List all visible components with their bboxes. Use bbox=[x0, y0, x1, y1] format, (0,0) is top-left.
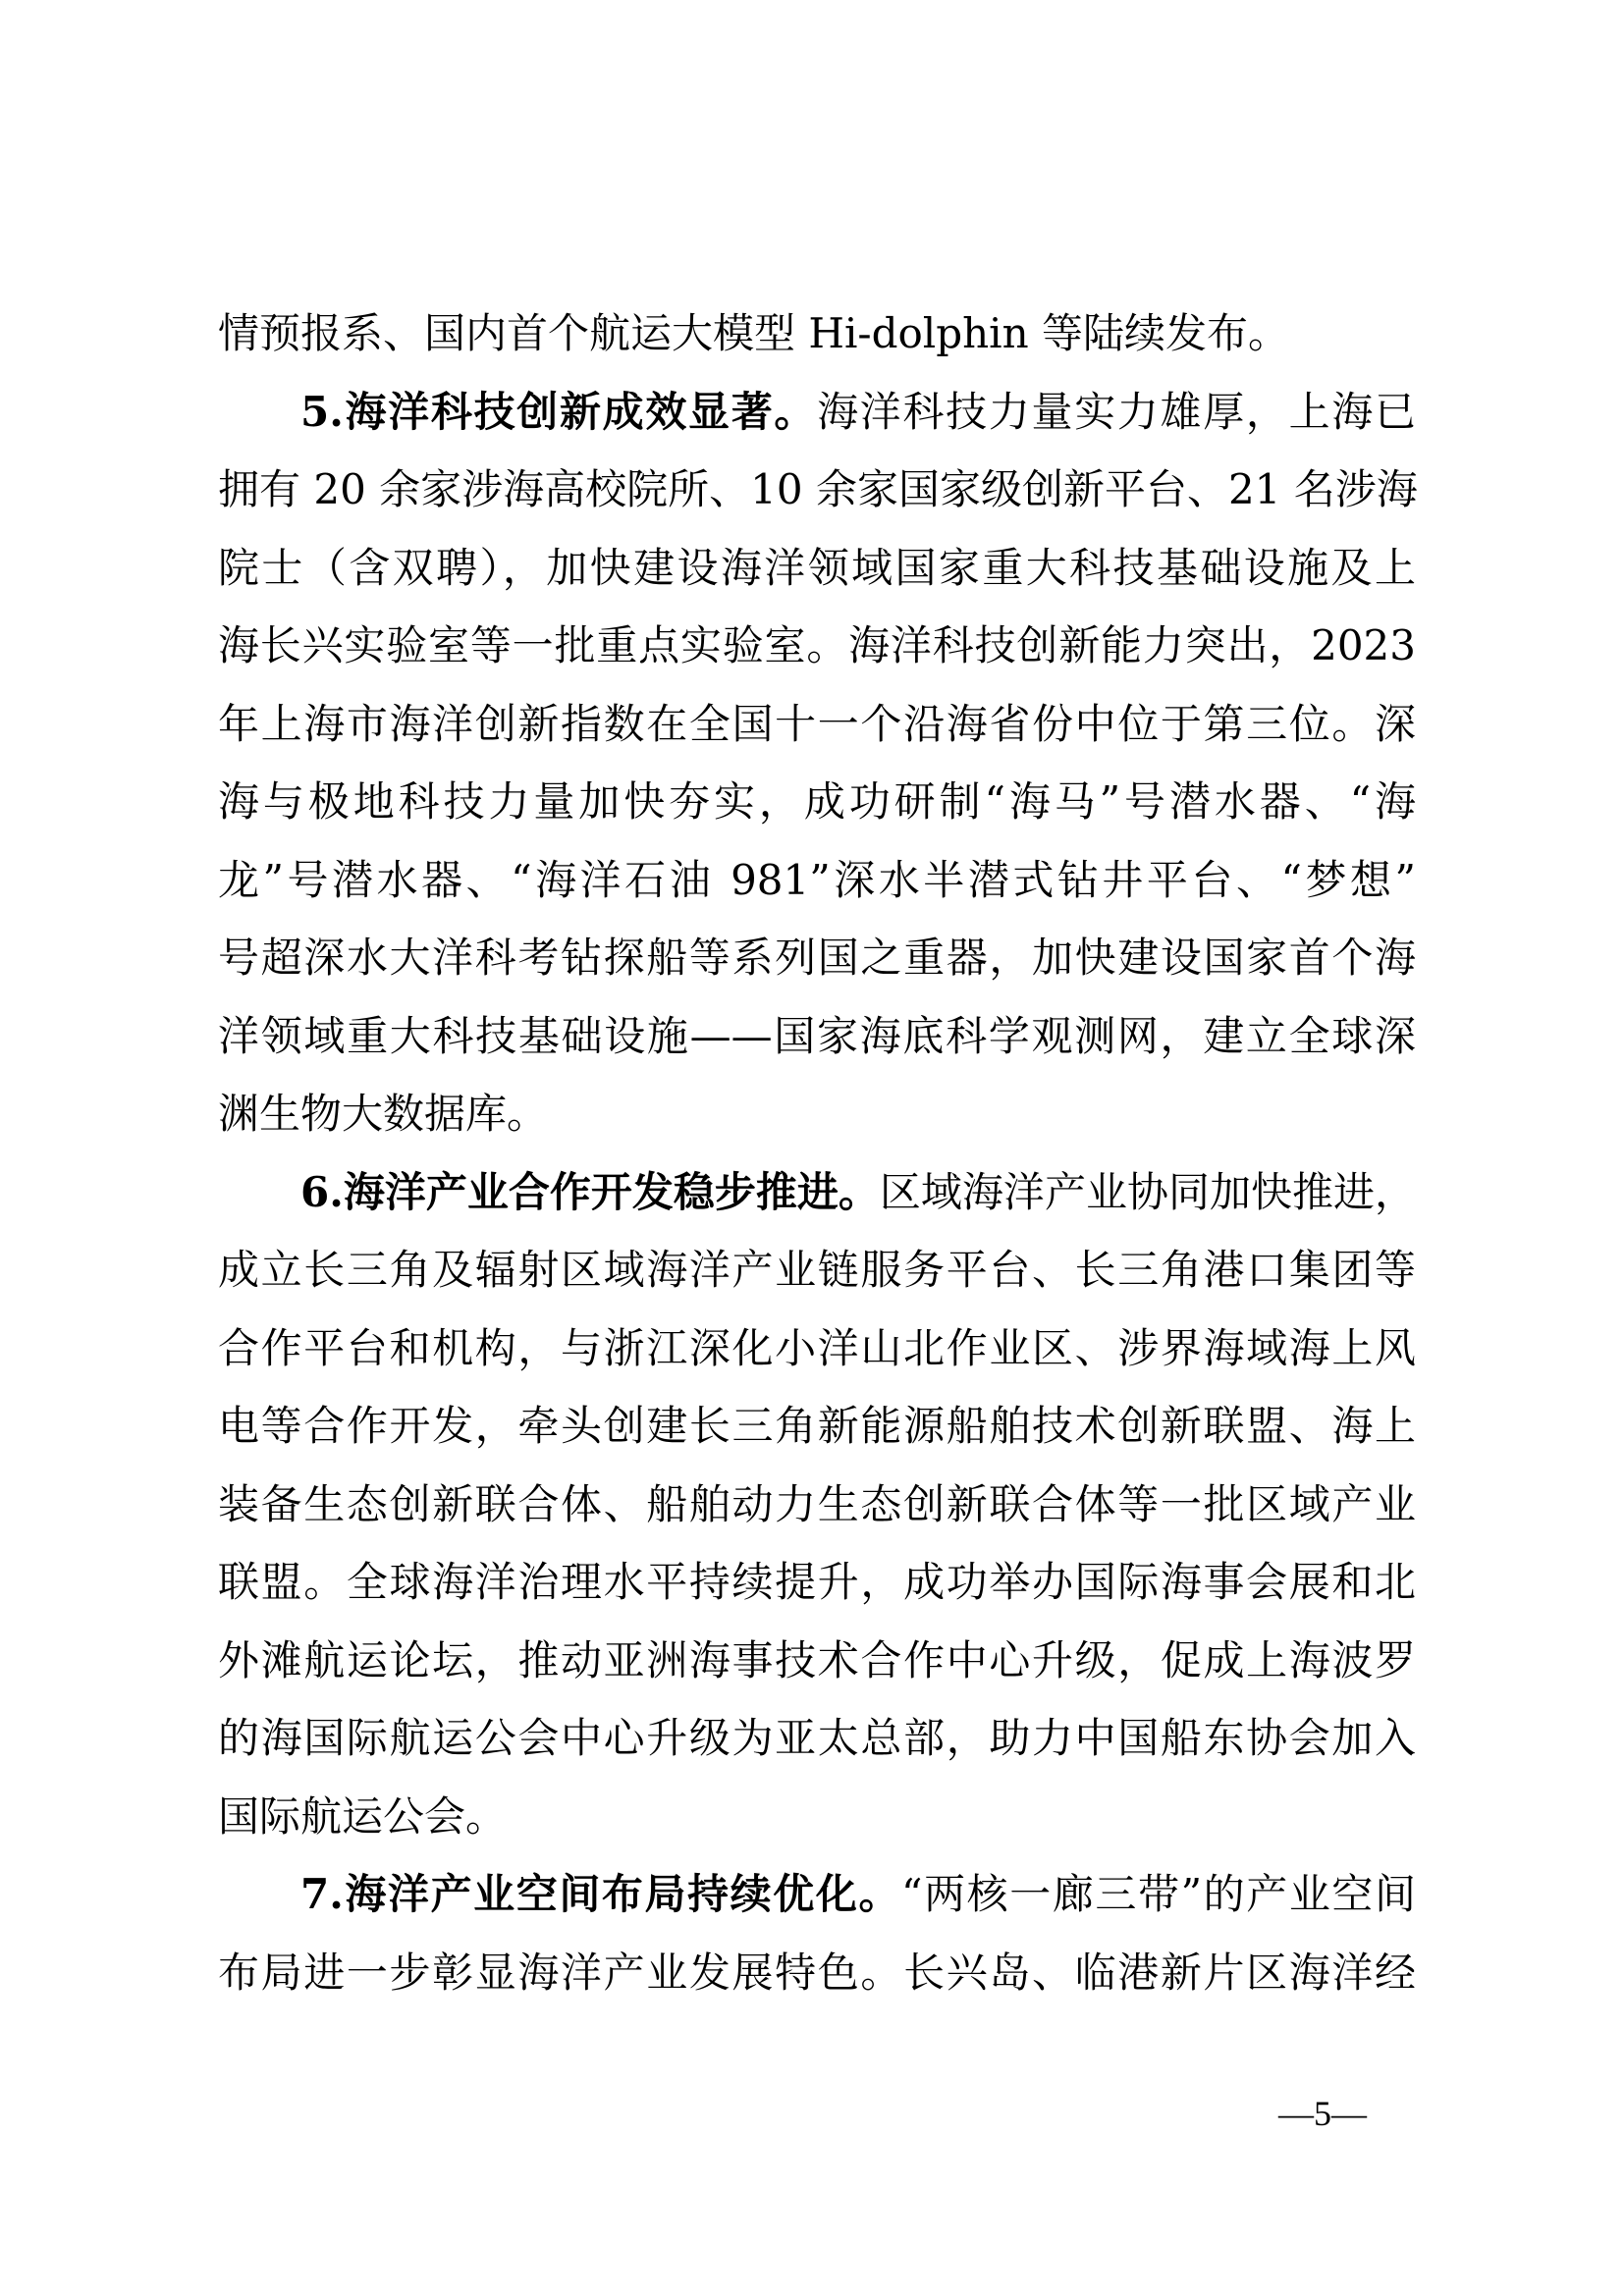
line-text: 拥有 20 余家涉海高校院所、10 余家国家级创新平台、21 名涉海 bbox=[218, 465, 1418, 513]
line-text: “两核一廊三带”的产业空间 bbox=[901, 1870, 1416, 1918]
line-text: 年上海市海洋创新指数在全国十一个沿海省份中位于第三位。深 bbox=[218, 699, 1416, 748]
section-heading: 5.海洋科技创新成效显著。 bbox=[300, 387, 818, 436]
text-line bbox=[218, 1699, 1416, 1778]
text-line bbox=[218, 1075, 1416, 1153]
text-line bbox=[218, 1934, 1416, 2012]
line-text: 电等合作开发，牵头创建长三角新能源船舶技术创新联盟、海上 bbox=[218, 1402, 1416, 1450]
line-text: 情预报系、国内首个航运大模型 Hi-dolphin 等陆续发布。 bbox=[218, 309, 1289, 357]
text-line bbox=[218, 1778, 1416, 1856]
line-text: 布局进一步彰显海洋产业发展特色。长兴岛、临港新片区海洋经 bbox=[218, 1948, 1416, 1997]
page-number: —5— bbox=[1278, 2094, 1367, 2133]
text-line bbox=[218, 1543, 1416, 1622]
text-line bbox=[218, 1387, 1416, 1466]
text-line bbox=[218, 529, 1416, 608]
text-line bbox=[218, 607, 1416, 685]
line-text: 装备生态创新联合体、船舶动力生态创新联合体等一批区域产业 bbox=[218, 1479, 1416, 1528]
text-line bbox=[218, 685, 1416, 764]
line-text: 成立长三角及辐射区域海洋产业链服务平台、长三角港口集团等 bbox=[218, 1246, 1416, 1294]
text-line bbox=[218, 451, 1416, 529]
text-line bbox=[218, 1231, 1416, 1309]
text-line bbox=[218, 1466, 1416, 1544]
document-body bbox=[218, 294, 1416, 2011]
text-line bbox=[218, 841, 1416, 920]
line-text: 合作平台和机构，与浙江深化小洋山北作业区、涉界海域海上风 bbox=[218, 1323, 1416, 1372]
line-text: 国际航运公会。 bbox=[218, 1791, 508, 1841]
line-text: 海与极地科技力量加快夯实，成功研制“海马”号潜水器、“海 bbox=[218, 777, 1416, 826]
text-line bbox=[218, 1309, 1416, 1388]
line-text: 龙”号潜水器、“海洋石油 981”深水半潜式钻井平台、“梦想” bbox=[218, 855, 1416, 904]
line-text: 区域海洋产业协同加快推进， bbox=[879, 1167, 1416, 1216]
line-text: 院士（含双聘），加快建设海洋领域国家重大科技基础设施及上 bbox=[218, 543, 1416, 592]
line-text: 的海国际航运公会中心升级为亚太总部，助力中国船东协会加入 bbox=[218, 1714, 1416, 1762]
text-line bbox=[218, 763, 1416, 841]
line-text: 号超深水大洋科考钻探船等系列国之重器，加快建设国家首个海 bbox=[218, 934, 1416, 982]
text-line bbox=[218, 997, 1416, 1076]
section-heading: 7.海洋产业空间布局持续优化。 bbox=[300, 1870, 902, 1918]
line-text: 联盟。全球海洋治理水平持续提升，成功举办国际海事会展和北 bbox=[218, 1558, 1416, 1606]
text-line bbox=[218, 294, 1416, 373]
text-line bbox=[218, 1855, 1416, 1934]
line-text: 海洋科技力量实力雄厚，上海已 bbox=[817, 387, 1416, 436]
line-text: 海长兴实验室等一批重点实验室。海洋科技创新能力突出，2023 bbox=[218, 621, 1416, 669]
text-line bbox=[218, 373, 1416, 452]
text-line bbox=[218, 1153, 1416, 1232]
text-line bbox=[218, 919, 1416, 997]
line-text: 外滩航运论坛，推动亚洲海事技术合作中心升级，促成上海波罗 bbox=[218, 1635, 1416, 1684]
line-text: 渊生物大数据库。 bbox=[218, 1090, 549, 1138]
section-heading: 6.海洋产业合作开发稳步推进。 bbox=[300, 1167, 880, 1216]
line-text: 洋领域重大科技基础设施——国家海底科学观测网，建立全球深 bbox=[218, 1011, 1416, 1060]
text-line bbox=[218, 1622, 1416, 1700]
